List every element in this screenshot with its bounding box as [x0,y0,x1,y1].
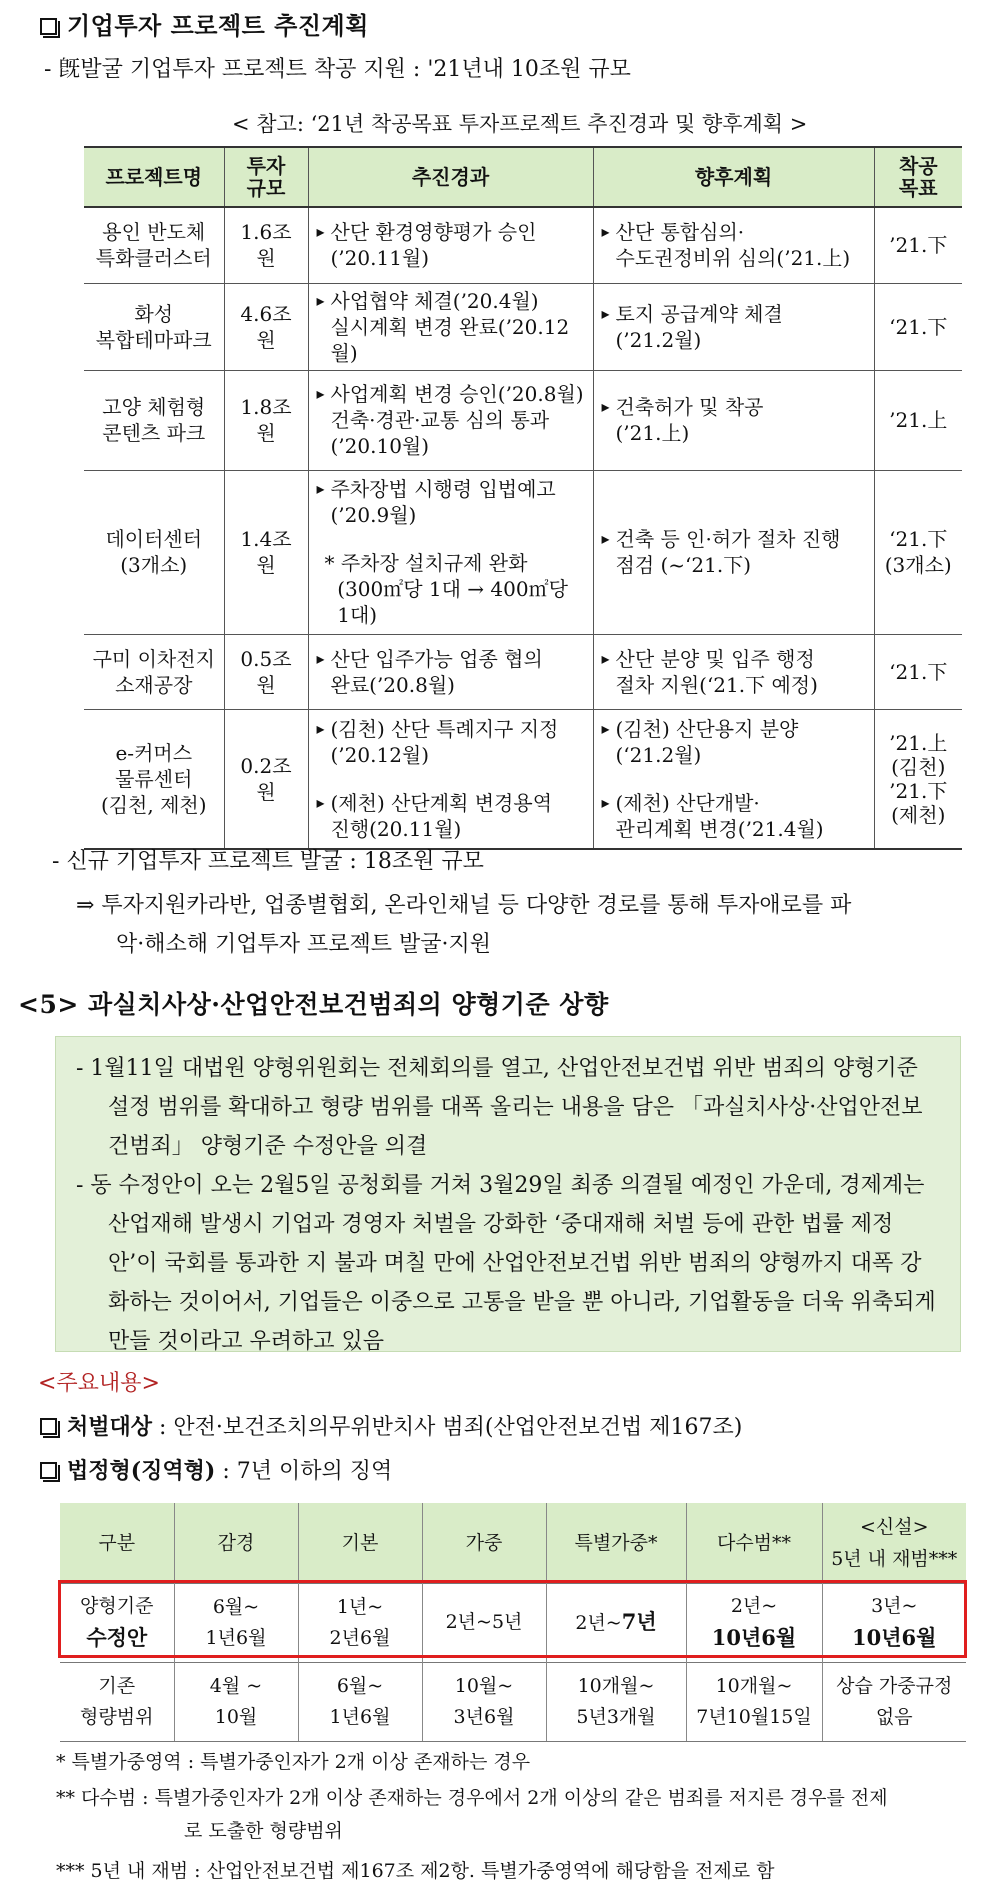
col-header-scale: 투자 규모 [224,147,308,207]
project-plan: ▸ (김천) 산단용지 분양 (‘21.2월) ▸ (제천) 산단개발· 관리계획 변경(’21.4월) [593,709,874,849]
table-cell: 3년~ 10년6월 [822,1583,966,1662]
table-cell: 2년~ 10년6월 [686,1583,822,1662]
table-cell: 10월~ 3년6월 [422,1662,546,1741]
table-row [84,470,962,634]
col-header-target: 착공 목표 [874,147,962,207]
col-header-plan: 향후계획 [593,147,874,207]
summary-box [55,1036,961,1352]
table-cell: 2년~5년 [422,1583,546,1662]
col-header-repeat-offense: <신설> 5년 내 재범*** [822,1503,966,1583]
table-row-existing [60,1662,966,1741]
project-progress: ▸ (김천) 산단 특례지구 지정 (’20.12월) ▸ (제천) 산단계획 변경용역 진행(20.11월) [308,709,593,849]
table-cell: 상습 가중규정 없음 [822,1662,966,1741]
subline-new-projects: - 신규 기업투자 프로젝트 발굴 : 18조원 규모 [52,849,484,874]
table-cell: 2년~7년 [546,1583,686,1662]
project-table [84,146,962,850]
main-content-label: <주요내용> [38,1371,160,1396]
col-header-mitigated: 감경 [174,1503,298,1583]
col-header-category: 구분 [60,1503,174,1583]
table-row [84,709,962,849]
project-target: ‘21.下 (3개소) [874,470,962,634]
project-scale: 1.8조원 [224,370,308,470]
table-cell: 10개월~ 5년3개월 [546,1662,686,1741]
project-scale: 0.2조원 [224,709,308,849]
col-header-special-aggravated: 특별가중* [546,1503,686,1583]
summary-item: - 동 수정안이 오는 2월5일 공청회를 거쳐 3월29일 최종 의결될 예정인 가운데, 경제계는 산업재해 발생시 기업과 경영자 처벌을 강화한 ‘중대재해 처벌 등에 관한 법률 제정안’이 국회를 통과한 지 불과 며칠 만에 산업안전보건법 위반 범죄의 양형까지 대폭 강화하는 것이어서, 기업들은 이중으로 고통을 받을 뿐 아니라, 기업활동을 더욱 위축되게 만들 것이라고 우려하고 있음 [76,1173,936,1354]
project-scale: 0.5조원 [224,634,308,709]
table-cell: 4월 ~ 10월 [174,1662,298,1741]
statutory-penalty: 법정형(징역형) : 7년 이하의 징역 [40,1454,392,1485]
project-progress: ▸ 산단 입주가능 업종 협의 완료(’20.8월) [308,634,593,709]
footnote: * 특별가중영역 : 특별가중인자가 2개 이상 존재하는 경우 [56,1751,531,1773]
project-scale: 1.4조원 [224,470,308,634]
project-name: 용인 반도체 특화클러스터 [84,207,224,283]
project-plan: ▸ 산단 통합심의· 수도권정비위 심의(’21.上) [593,207,874,283]
project-target: ’21.下 [874,207,962,283]
punishment-target: 처벌대상 : 안전·보건조치의무위반치사 범죄(산업안전보건법 제167조) [40,1410,742,1441]
project-name: 고양 체험형 콘텐츠 파크 [84,370,224,470]
col-header-aggravated: 가중 [422,1503,546,1583]
footnote: ** 다수범 : 특별가중인자가 2개 이상 존재하는 경우에서 2개 이상의 같은 범죄를 저지른 경우를 전제 로 도출한 형량범위 [56,1787,888,1842]
project-scale: 4.6조원 [224,283,308,370]
project-table-header [84,147,962,207]
table-cell: 6월~ 1년6월 [298,1662,422,1741]
summary-item: - 1월11일 대법원 양형위원회는 전체회의를 열고, 산업안전보건법 위반 범죄의 양형기준 설정 범위를 확대하고 형량 범위를 대폭 올리는 내용을 담은 「과실치사상·산업안전보건범죄」 양형기준 수정안을 의결 [76,1056,923,1159]
checkbox-square-icon [40,1462,57,1479]
project-plan: ▸ 건축 등 인·허가 절차 진행 점검 (~‘21.下) [593,470,874,634]
project-scale: 1.6조원 [224,207,308,283]
table-cell: 1년~ 2년6월 [298,1583,422,1662]
project-name: 화성 복합테마파크 [84,283,224,370]
project-progress: ▸ 사업계획 변경 승인(’20.8월) 건축·경관·교통 심의 통과 (’20.10월) [308,370,593,470]
project-name: 데이터센터 (3개소) [84,470,224,634]
project-name: 구미 이차전지 소재공장 [84,634,224,709]
table-row [84,370,962,470]
project-target: ’21.上 [874,370,962,470]
table-cell: 6월~ 1년6월 [174,1583,298,1662]
section-title: 기업투자 프로젝트 추진계획 [40,6,369,41]
revised-row-highlight [58,1580,967,1658]
progress-footnote: * 주차장 설치규제 완화 (300㎡당 1대 → 400㎡당 1대) [324,551,568,627]
project-progress: ▸ 산단 환경영향평가 승인 (’20.11월) [308,207,593,283]
project-target: ’21.上 (김천) ’21.下 (제천) [874,709,962,849]
project-plan: ▸ 산단 분양 및 입주 행정 절차 지원(‘21.下 예정) [593,634,874,709]
table-row [84,634,962,709]
subline-existing-projects: - 旣발굴 기업투자 프로젝트 착공 지원 : '21년내 10조원 규모 [44,57,631,82]
project-progress: ▸ 사업협약 체결(’20.4월) 실시계획 변경 완료(’20.12월) [308,283,593,370]
section5-title: <5> 과실치사상·산업안전보건범죄의 양형기준 상향 [18,990,609,1019]
col-header-name: 프로젝트명 [84,147,224,207]
project-plan: ▸ 토지 공급계약 체결 (’21.2월) [593,283,874,370]
row-label: 기존 형량범위 [60,1662,174,1741]
checkbox-square-icon [40,18,57,35]
project-target: ‘21.下 [874,283,962,370]
footnote: *** 5년 내 재범 : 산업안전보건법 제167조 제2항. 특별가중영역에 해당함을 전제로 함 [56,1860,775,1882]
project-plan: ▸ 건축허가 및 착공 (’21.上) [593,370,874,470]
checkbox-square-icon [40,1418,57,1435]
project-target: ‘21.下 [874,634,962,709]
sentencing-table-header [60,1503,966,1583]
arrow-line: ⇒ 투자지원카라반, 업종별협회, 온라인채널 등 다양한 경로를 통해 투자애로를 파 악·해소해 기업투자 프로젝트 발굴·지원 [76,893,852,957]
col-header-basic: 기본 [298,1503,422,1583]
col-header-multiple-offense: 다수범** [686,1503,822,1583]
table1-caption: < 참고: ‘21년 착공목표 투자프로젝트 추진경과 및 향후계획 > [232,112,808,136]
table-cell: 10개월~ 7년10월15일 [686,1662,822,1741]
row-label: 양형기준 수정안 [60,1583,174,1662]
project-progress: ▸ 주차장법 시행령 입법예고 (’20.9월) * 주차장 설치규제 완화 (300㎡당 1대 → 400㎡당 1대) [308,470,593,634]
project-name: e-커머스 물류센터 (김천, 제천) [84,709,224,849]
table-row [84,283,962,370]
table-row [84,207,962,283]
col-header-progress: 추진경과 [308,147,593,207]
